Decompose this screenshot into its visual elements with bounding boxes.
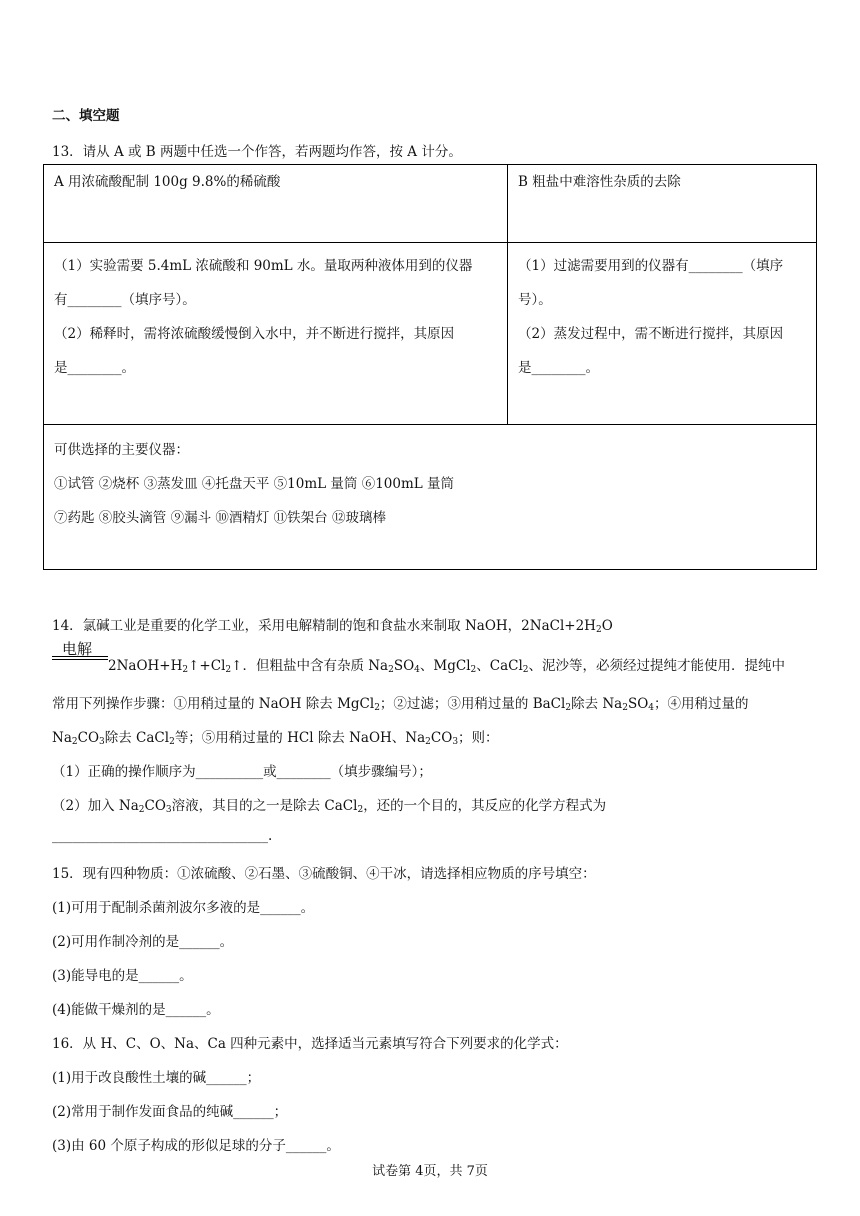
q13-a-title-cell [44,165,508,243]
section-title: 二、填空题 [52,108,120,124]
q13-b-title: B 粗盐中难溶性杂质的去除 [518,174,681,190]
q14-subquestion-1: （1）正确的操作顺序为__________或________（填步骤编号）； [52,764,432,780]
q13-b-title-cell [508,165,817,243]
q16-item: (1)用于改良酸性土壤的碱______； [52,1070,261,1086]
q16-item: (2)常用于制作发面食品的纯碱______； [52,1104,288,1120]
q14-line1: 14．氯碱工业是重要的化学工业，采用电解精制的饱和食盐水来制取 NaOH，$2NaCl+2H_2O$ [52,618,613,635]
q13-b-line: 号）。 [518,292,552,308]
q15-item: (3)能导电的是______。 [52,968,193,984]
instruments-title: 可供选择的主要仪器： [54,442,189,458]
equation-arrow-line [52,659,108,660]
q14-subquestion-2: （2）加入 $Na_2CO_3$溶液，其目的之一是除去 CaCl$_2$，还的一个目的，其反应的化学方程式为 [52,798,607,815]
q14-line4: $Na_2CO_3$除去 CaCl$_2$等；⑤用稍过量的 HCl 除去 NaOH、$Na_2CO_3$；则： [52,730,499,747]
q13-b-line: （2）蒸发过程中，需不断进行搅拌，其原因 [518,326,784,342]
page-footer: 试卷第 4页，共 7页 [372,1164,488,1179]
q13-b-line: （1）过滤需要用到的仪器有________（填序 [518,258,784,274]
q15-item: (4)能做干燥剂的是______。 [52,1002,220,1018]
q13-a-line: （2）稀释时，需将浓硫酸缓慢倒入水中，并不断进行搅拌，其原因 [54,326,455,342]
q14-line3: 常用下列操作步骤：①用稍过量的 NaOH 除去 MgCl$_2$；②过滤；③用稍过量的 BaCl$_2$除去 $Na_2SO_4$；④用稍过量的 [52,696,749,713]
q15-item: (1)可用于配制杀菌剂波尔多液的是______。 [52,900,315,916]
q15-stem: 15．现有四种物质：①浓硫酸、②石墨、③硫酸铜、④干冰，请选择相应物质的序号填空： [52,866,596,882]
q13-stem: 13．请从 A 或 B 两题中任选一个作答，若两题均作答，按 A 计分。 [52,144,462,160]
q13-a-line: 是________。 [54,360,135,376]
q13-a-title: A 用浓硫酸配制 100g 9.8%的稀硫酸 [54,174,281,190]
q14-answer-blank: ________________________________. [52,828,273,844]
q13-a-line: （1）实验需要 5.4mL 浓硫酸和 90mL 水。量取两种液体用到的仪器 [54,258,473,274]
equation-arrow-line [52,656,108,657]
q13-b-line: 是________。 [518,360,599,376]
instruments-line: ①试管 ②烧杯 ③蒸发皿 ④托盘天平 ⑤10mL 量筒 ⑥100mL 量筒 [54,476,455,492]
instruments-line: ⑦药匙 ⑧胶头滴管 ⑨漏斗 ⑩酒精灯 ⑪铁架台 ⑫玻璃棒 [54,510,386,526]
q13-a-body-cell [44,243,508,425]
q13-a-line: 有________（填序号）。 [54,292,196,308]
q13-table [43,164,817,570]
q13-instruments-cell [44,425,817,570]
q16-item: (3)由 60 个原子构成的形似足球的分子______。 [52,1138,340,1154]
electrolysis-label: 电解 [62,640,93,658]
q14-line2: $2NaOH+H_2↑+Cl_2↑$．但粗盐中含有杂质 $Na_2SO_4$、MgCl$_2$、CaCl$_2$、泥沙等，必须经过提纯才能使用．提纯中 [108,658,786,675]
q16-stem: 16．从 H、C、O、Na、Ca 四种元素中，选择适当元素填写符合下列要求的化学式： [52,1036,568,1052]
q15-item: (2)可用作制冷剂的是______。 [52,934,234,950]
q13-b-body-cell [508,243,817,425]
